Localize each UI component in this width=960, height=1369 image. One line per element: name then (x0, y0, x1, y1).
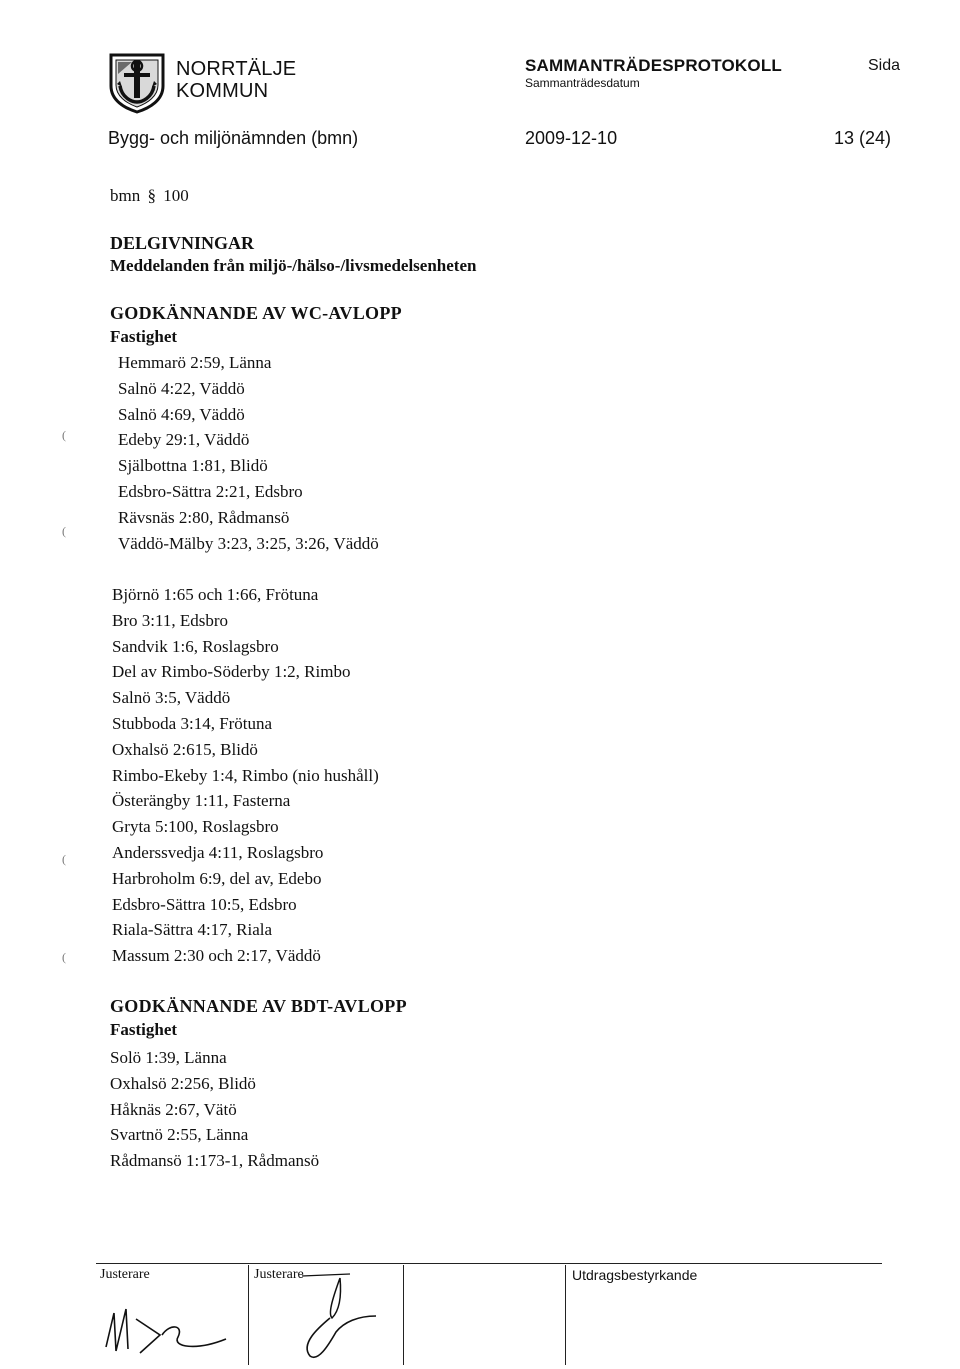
property-item: Harbroholm 6:9, del av, Edebo (112, 868, 322, 888)
signature-2 (280, 1270, 400, 1364)
footer-rule (96, 1263, 882, 1264)
meeting-date-label: Sammanträdesdatum (525, 76, 640, 90)
paragraph-symbol: § (147, 186, 156, 205)
property-item: Riala-Sättra 4:17, Riala (112, 920, 273, 940)
property-item: Håknäs 2:67, Vätö (110, 1099, 237, 1119)
property-item: Sandvik 1:6, Roslagsbro (112, 636, 279, 656)
property-item: Anderssvedja 4:11, Roslagsbro (112, 842, 324, 862)
signature-1 (100, 1295, 240, 1361)
wc-property-list-1 (118, 350, 379, 556)
property-item: Edsbro-Sättra 2:21, Edsbro (118, 481, 303, 501)
sub-heading: Meddelanden från miljö-/hälso-/livsmedelsenheten (110, 256, 477, 275)
property-item: Rimbo-Ekeby 1:4, Rimbo (nio hushåll) (112, 765, 379, 785)
property-item: Oxhalsö 2:256, Blidö (110, 1073, 256, 1093)
property-item: Salnö 4:22, Väddö (118, 378, 245, 398)
margin-mark: ( (62, 852, 66, 866)
margin-mark: ( (62, 428, 66, 442)
property-item: Rådmansö 1:173-1, Rådmansö (110, 1151, 320, 1171)
property-item: Salnö 4:69, Väddö (118, 404, 245, 424)
property-item: Österängby 1:11, Fasterna (112, 791, 291, 811)
property-item: Hemmarö 2:59, Länna (118, 353, 272, 372)
property-item: Bro 3:11, Edsbro (112, 610, 229, 630)
page-number: 13 (24) (834, 128, 892, 148)
committee-name: Bygg- och miljönämnden (bmn) (108, 128, 359, 148)
property-item: Oxhalsö 2:615, Blidö (112, 739, 258, 759)
document-title: SAMMANTRÄDESPROTOKOLL (525, 56, 782, 75)
property-item: Edsbro-Sättra 10:5, Edsbro (112, 894, 297, 914)
justerare-label-2: Justerare (254, 1267, 304, 1282)
main-heading: DELGIVNINGAR (110, 233, 255, 253)
footer-divider (248, 1265, 249, 1365)
page-label: Sida (868, 57, 901, 74)
wc-section-heading: GODKÄNNANDE AV WC-AVLOPP (110, 303, 402, 323)
organization-name-line2: KOMMUN (176, 80, 269, 102)
wc-property-label: Fastighet (110, 327, 178, 346)
property-item: Del av Rimbo-Söderby 1:2, Rimbo (112, 662, 351, 682)
property-item: Salnö 3:5, Väddö (112, 688, 231, 708)
bdt-section-heading: GODKÄNNANDE AV BDT-AVLOPP (110, 996, 407, 1016)
kommun-logo (108, 52, 166, 114)
margin-mark: ( (62, 950, 66, 964)
property-item: Gryta 5:100, Roslagsbro (112, 817, 279, 837)
property-item: Solö 1:39, Länna (110, 1048, 227, 1067)
paragraph-number: 100 (163, 186, 189, 205)
property-item: Massum 2:30 och 2:17, Väddö (112, 946, 321, 966)
paragraph-reference (110, 186, 189, 206)
property-item: Svartnö 2:55, Länna (110, 1125, 249, 1145)
paragraph-prefix: bmn (110, 186, 141, 205)
wc-property-list-2 (112, 582, 379, 969)
property-item: Björnö 1:65 och 1:66, Frötuna (112, 585, 319, 604)
margin-mark: ( (62, 524, 66, 538)
utdragsbestyrkande-label: Utdragsbestyrkande (572, 1267, 698, 1283)
property-item: Edeby 29:1, Väddö (118, 430, 250, 450)
justerare-label-1: Justerare (100, 1267, 150, 1282)
property-item: Själbottna 1:81, Blidö (118, 456, 268, 476)
property-item: Rävsnäs 2:80, Rådmansö (118, 507, 290, 527)
bdt-property-label: Fastighet (110, 1020, 178, 1039)
footer-divider (565, 1265, 566, 1365)
meeting-date: 2009-12-10 (525, 128, 618, 148)
organization-name-line1: NORRTÄLJE (176, 58, 297, 80)
property-item: Stubboda 3:14, Frötuna (112, 713, 273, 733)
bdt-property-list (110, 1045, 319, 1174)
property-item: Väddö-Mälby 3:23, 3:25, 3:26, Väddö (118, 533, 379, 553)
footer-divider (403, 1265, 404, 1365)
organization-name (176, 58, 296, 102)
